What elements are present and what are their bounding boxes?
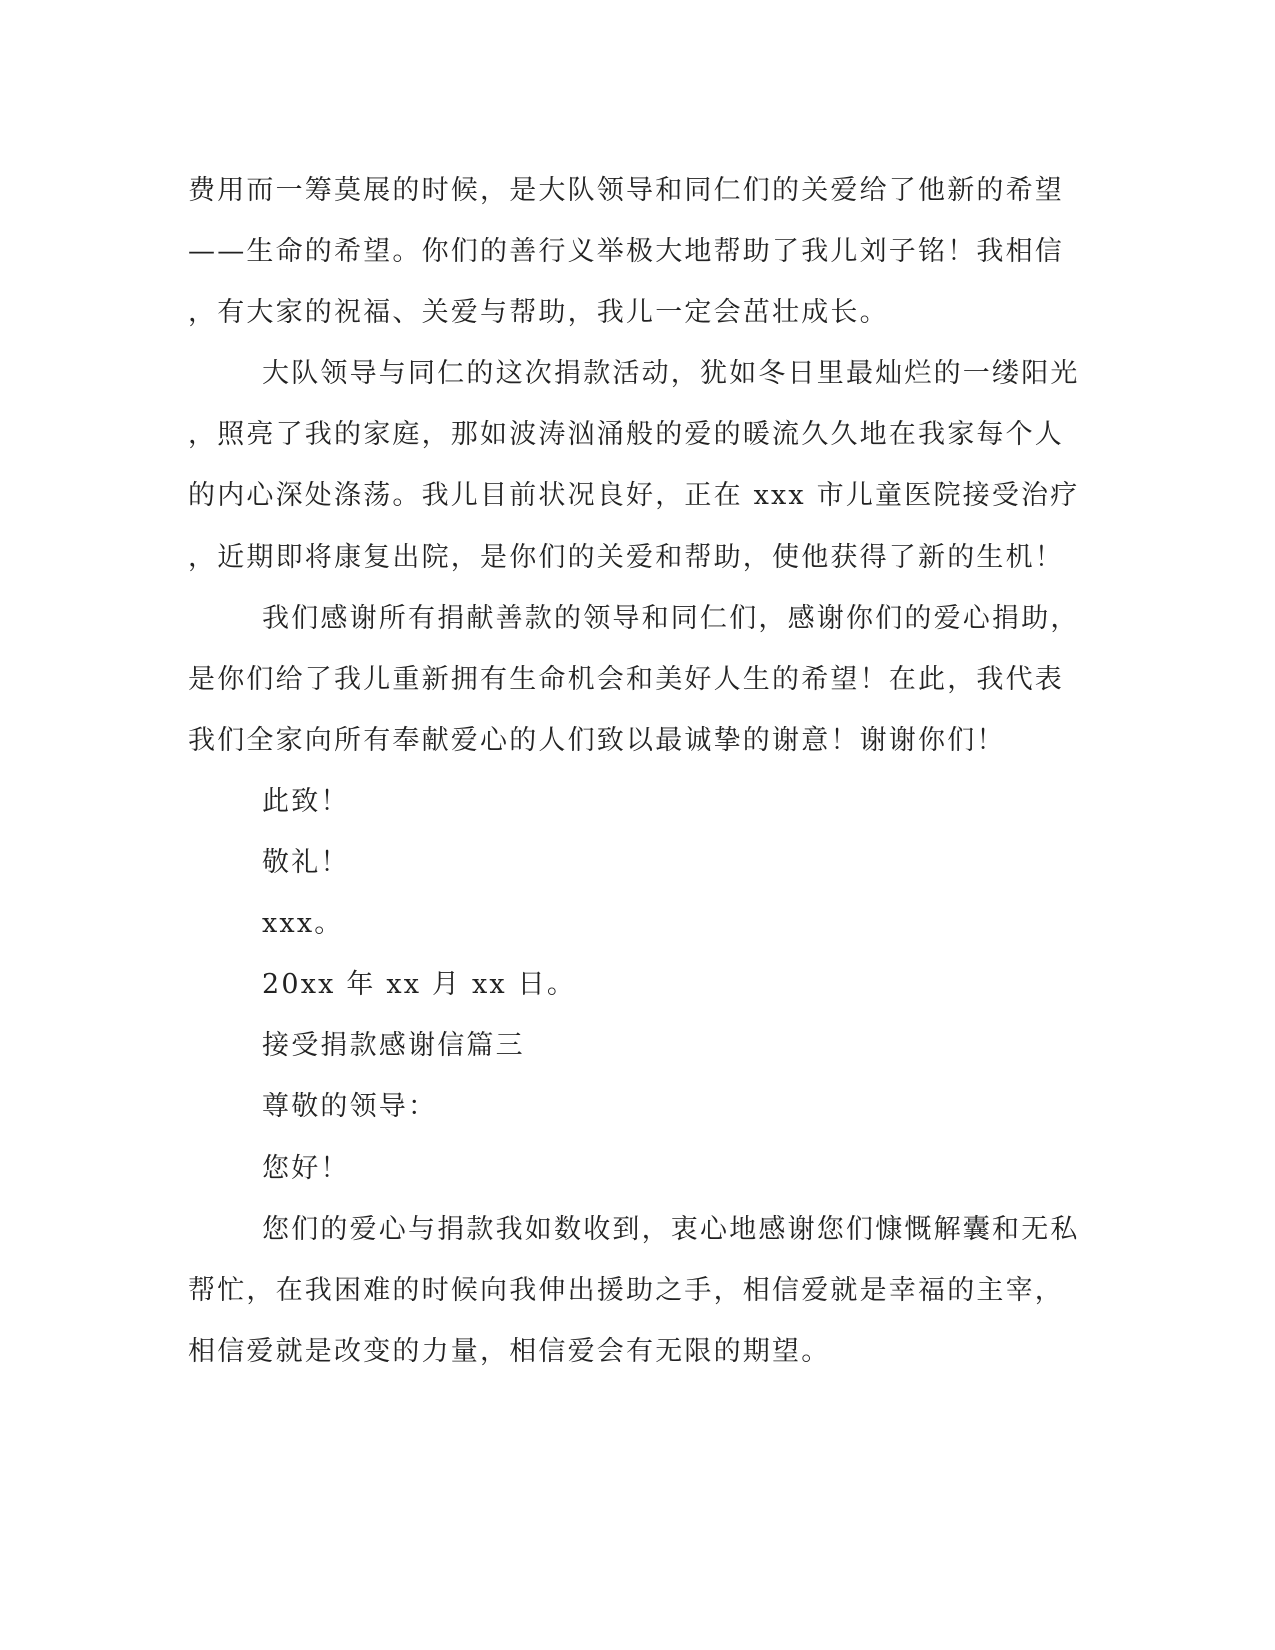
text-line: xxx。 xyxy=(262,908,344,940)
text-line: ——生命的希望。你们的善行义举极大地帮助了我儿刘子铭！我相信 xyxy=(188,236,1064,268)
text-line: 的内心深处涤荡。我儿目前状况良好，正在 xxx 市儿童医院接受治疗 xyxy=(188,480,1080,512)
text-line: 此致！ xyxy=(262,785,350,817)
text-line: ，近期即将康复出院，是你们的关爱和帮助，使他获得了新的生机！ xyxy=(188,541,1064,573)
text-line: 敬礼！ xyxy=(262,847,350,879)
text-line: 尊敬的领导： xyxy=(262,1091,438,1123)
text-line: ，有大家的祝福、关爱与帮助，我儿一定会茁壮成长。 xyxy=(188,297,889,329)
text-line: 20xx 年 xx 月 xx 日。 xyxy=(262,969,577,1001)
text-line: 费用而一筹莫展的时候，是大队领导和同仁们的关爱给了他新的希望 xyxy=(188,175,1064,206)
text-line: 是你们给了我儿重新拥有生命机会和美好人生的希望！在此，我代表 xyxy=(188,663,1064,695)
text-line: 您们的爱心与捐款我如数收到，衷心地感谢您们慷慨解囊和无私 xyxy=(262,1213,1080,1245)
text-line: ，照亮了我的家庭，那如波涛汹涌般的爱的暖流久久地在我家每个人 xyxy=(188,419,1064,451)
text-line: 帮忙，在我困难的时候向我伸出援助之手，相信爱就是幸福的主宰， xyxy=(188,1274,1064,1306)
text-line: 接受捐款感谢信篇三 xyxy=(262,1030,525,1062)
letter-body xyxy=(188,160,1088,1382)
text-line: 我们全家向所有奉献爱心的人们致以最诚挚的谢意！谢谢你们！ xyxy=(188,724,1006,756)
text-line: 相信爱就是改变的力量，相信爱会有无限的期望。 xyxy=(188,1335,831,1367)
text-line: 大队领导与同仁的这次捐款活动，犹如冬日里最灿烂的一缕阳光 xyxy=(262,358,1080,390)
text-line: 您好！ xyxy=(262,1152,350,1184)
text-line: 我们感谢所有捐献善款的领导和同仁们，感谢你们的爱心捐助， xyxy=(262,602,1080,634)
